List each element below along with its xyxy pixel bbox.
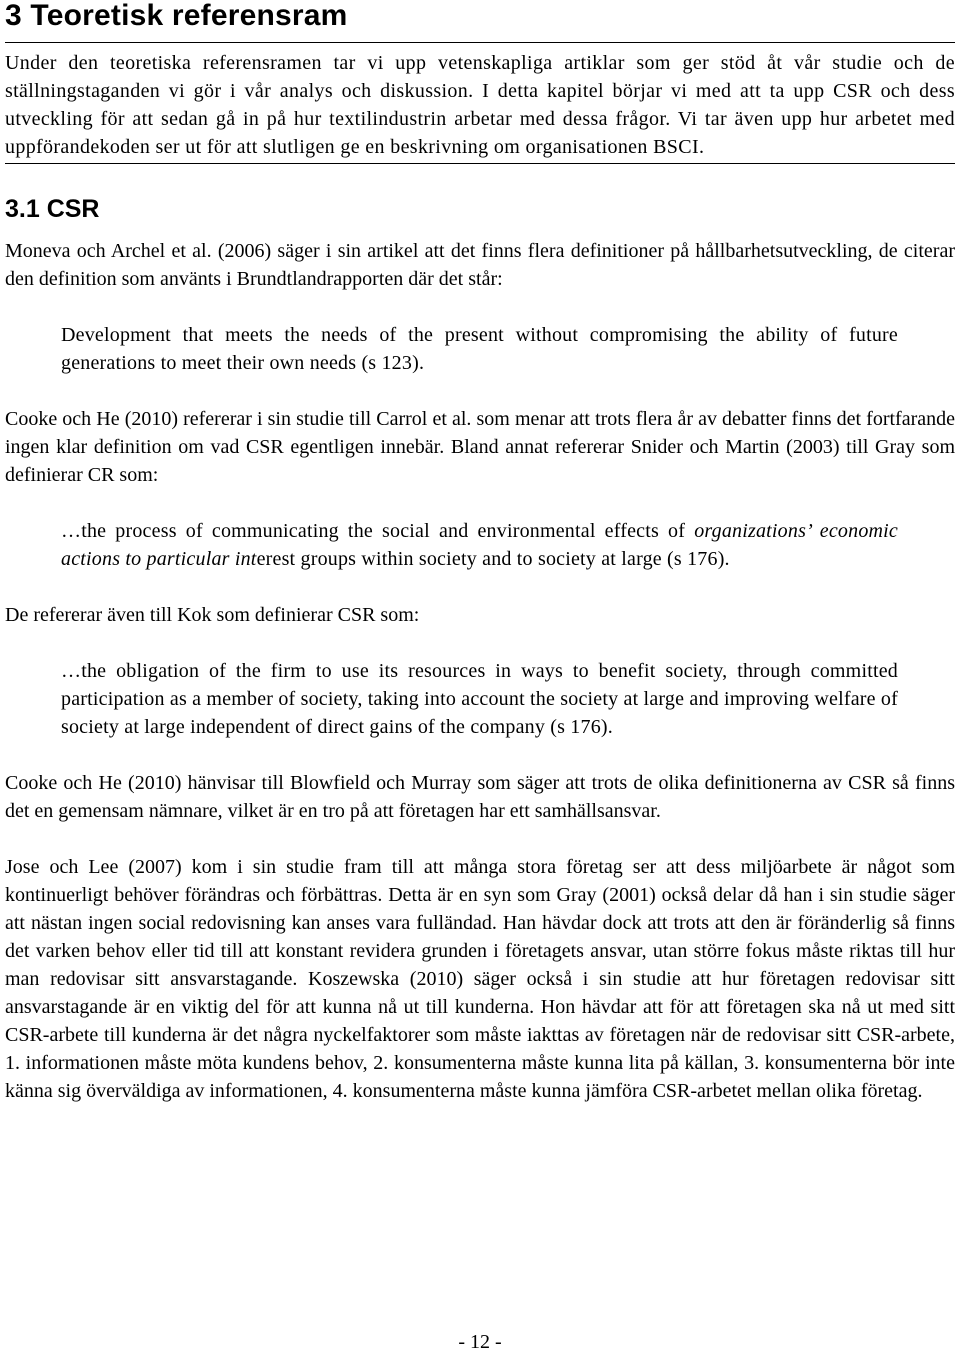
quote-gray-part-1: …the process of communicating the social and environmental effects of	[61, 520, 695, 542]
quote-kok: …the obligation of the firm to use its resources in ways to benefit society, through committed participation as a member of society, taking into account the society at large and improving welfare of society at large independent of direct gains of the company (s 176).	[61, 660, 898, 738]
quote-brundtland: Development that meets the needs of the present without compromising the ability of future generations to meet their own needs (s 123).	[61, 324, 898, 374]
document-page	[5, 0, 955, 1105]
paragraph-moneva: Moneva och Archel et al. (2006) säger i sin artikel att det finns flera definitioner på hållbarhetsutveckling, de citerar den definition som använts i Brundtlandrapporten där det står:	[5, 240, 955, 290]
chapter-intro-box	[5, 42, 955, 164]
quote-gray	[61, 517, 898, 573]
paragraph-jose-lee: Jose och Lee (2007) kom i sin studie fram till att många stora företag ser att dess miljöarbete är något som kontinuerligt behöver förändras och förbättras. Detta är en syn som Gray (2001) också delar då han i sin studie säger att nästan ingen social redovisning kan anses vara fulländad. Han hävdar dock att trots att den är föränderlig så finns det varken behov eller tid till att konstant revidera grunden i företagets ansvar, utan större fokus måste riktas till hur man redovisar sitt ansvarstagande. Koszewska (2010) säger också i sin studie att hur företagen redovisar sitt ansvarstagande är en viktig del för att kunna nå ut till kunderna. Hon hävdar att för att företagen ska nå ut med sitt CSR-arbete till kunderna är det några nyckelfaktorer som måste iakttas av företagen när de redovisar sitt CSR-arbete, 1. informationen måste möta kundens behov, 2. konsumenterna måste kunna lita på källan, 3. konsumenterna bör inte känna sig överväldiga av informationen, 4. konsumenterna måste kunna jämföra CSR-arbetet mellan olika företag.	[5, 856, 955, 1102]
paragraph-kok: De refererar även till Kok som definierar CSR som:	[5, 604, 420, 626]
paragraph-blowfield: Cooke och He (2010) hänvisar till Blowfield och Murray som säger att trots de olika definitionerna av CSR så finns det en gemensam nämnare, vilket är en tro på att företagen har ett samhällsansvar.	[5, 772, 955, 822]
paragraph-cooke-carrol: Cooke och He (2010) refererar i sin studie till Carrol et al. som menar att trots flera år av debatter finns det fortfarande ingen klar definition om vad CSR egentligen innebär. Bland annat refererar Snider och Martin (2003) till Gray som definierar CR som:	[5, 408, 955, 486]
chapter-intro-text: Under den teoretiska referensramen tar vi upp vetenskapliga artiklar som ger stöd åt vår studie och de ställningstaganden vi gör i vår analys och diskussion. I detta kapitel börjar vi med att ta upp CSR och dess utveckling för att sedan gå in på hur textilindustrin arbetar med dessa frågor. Vi tar även upp hur arbetet med uppförandekoden ser ut för att slutligen ge en beskrivning om organisationen BSCI.	[5, 52, 955, 158]
quote-gray-part-2: erest groups within society and to society at large (s 176).	[256, 548, 730, 570]
page-number: - 12 -	[458, 1331, 502, 1353]
quote-gray-italic: organizations’ economic actions to particular int	[61, 520, 899, 570]
chapter-heading: 3 Teoretisk referensram	[5, 0, 348, 32]
section-heading: 3.1 CSR	[5, 195, 100, 223]
